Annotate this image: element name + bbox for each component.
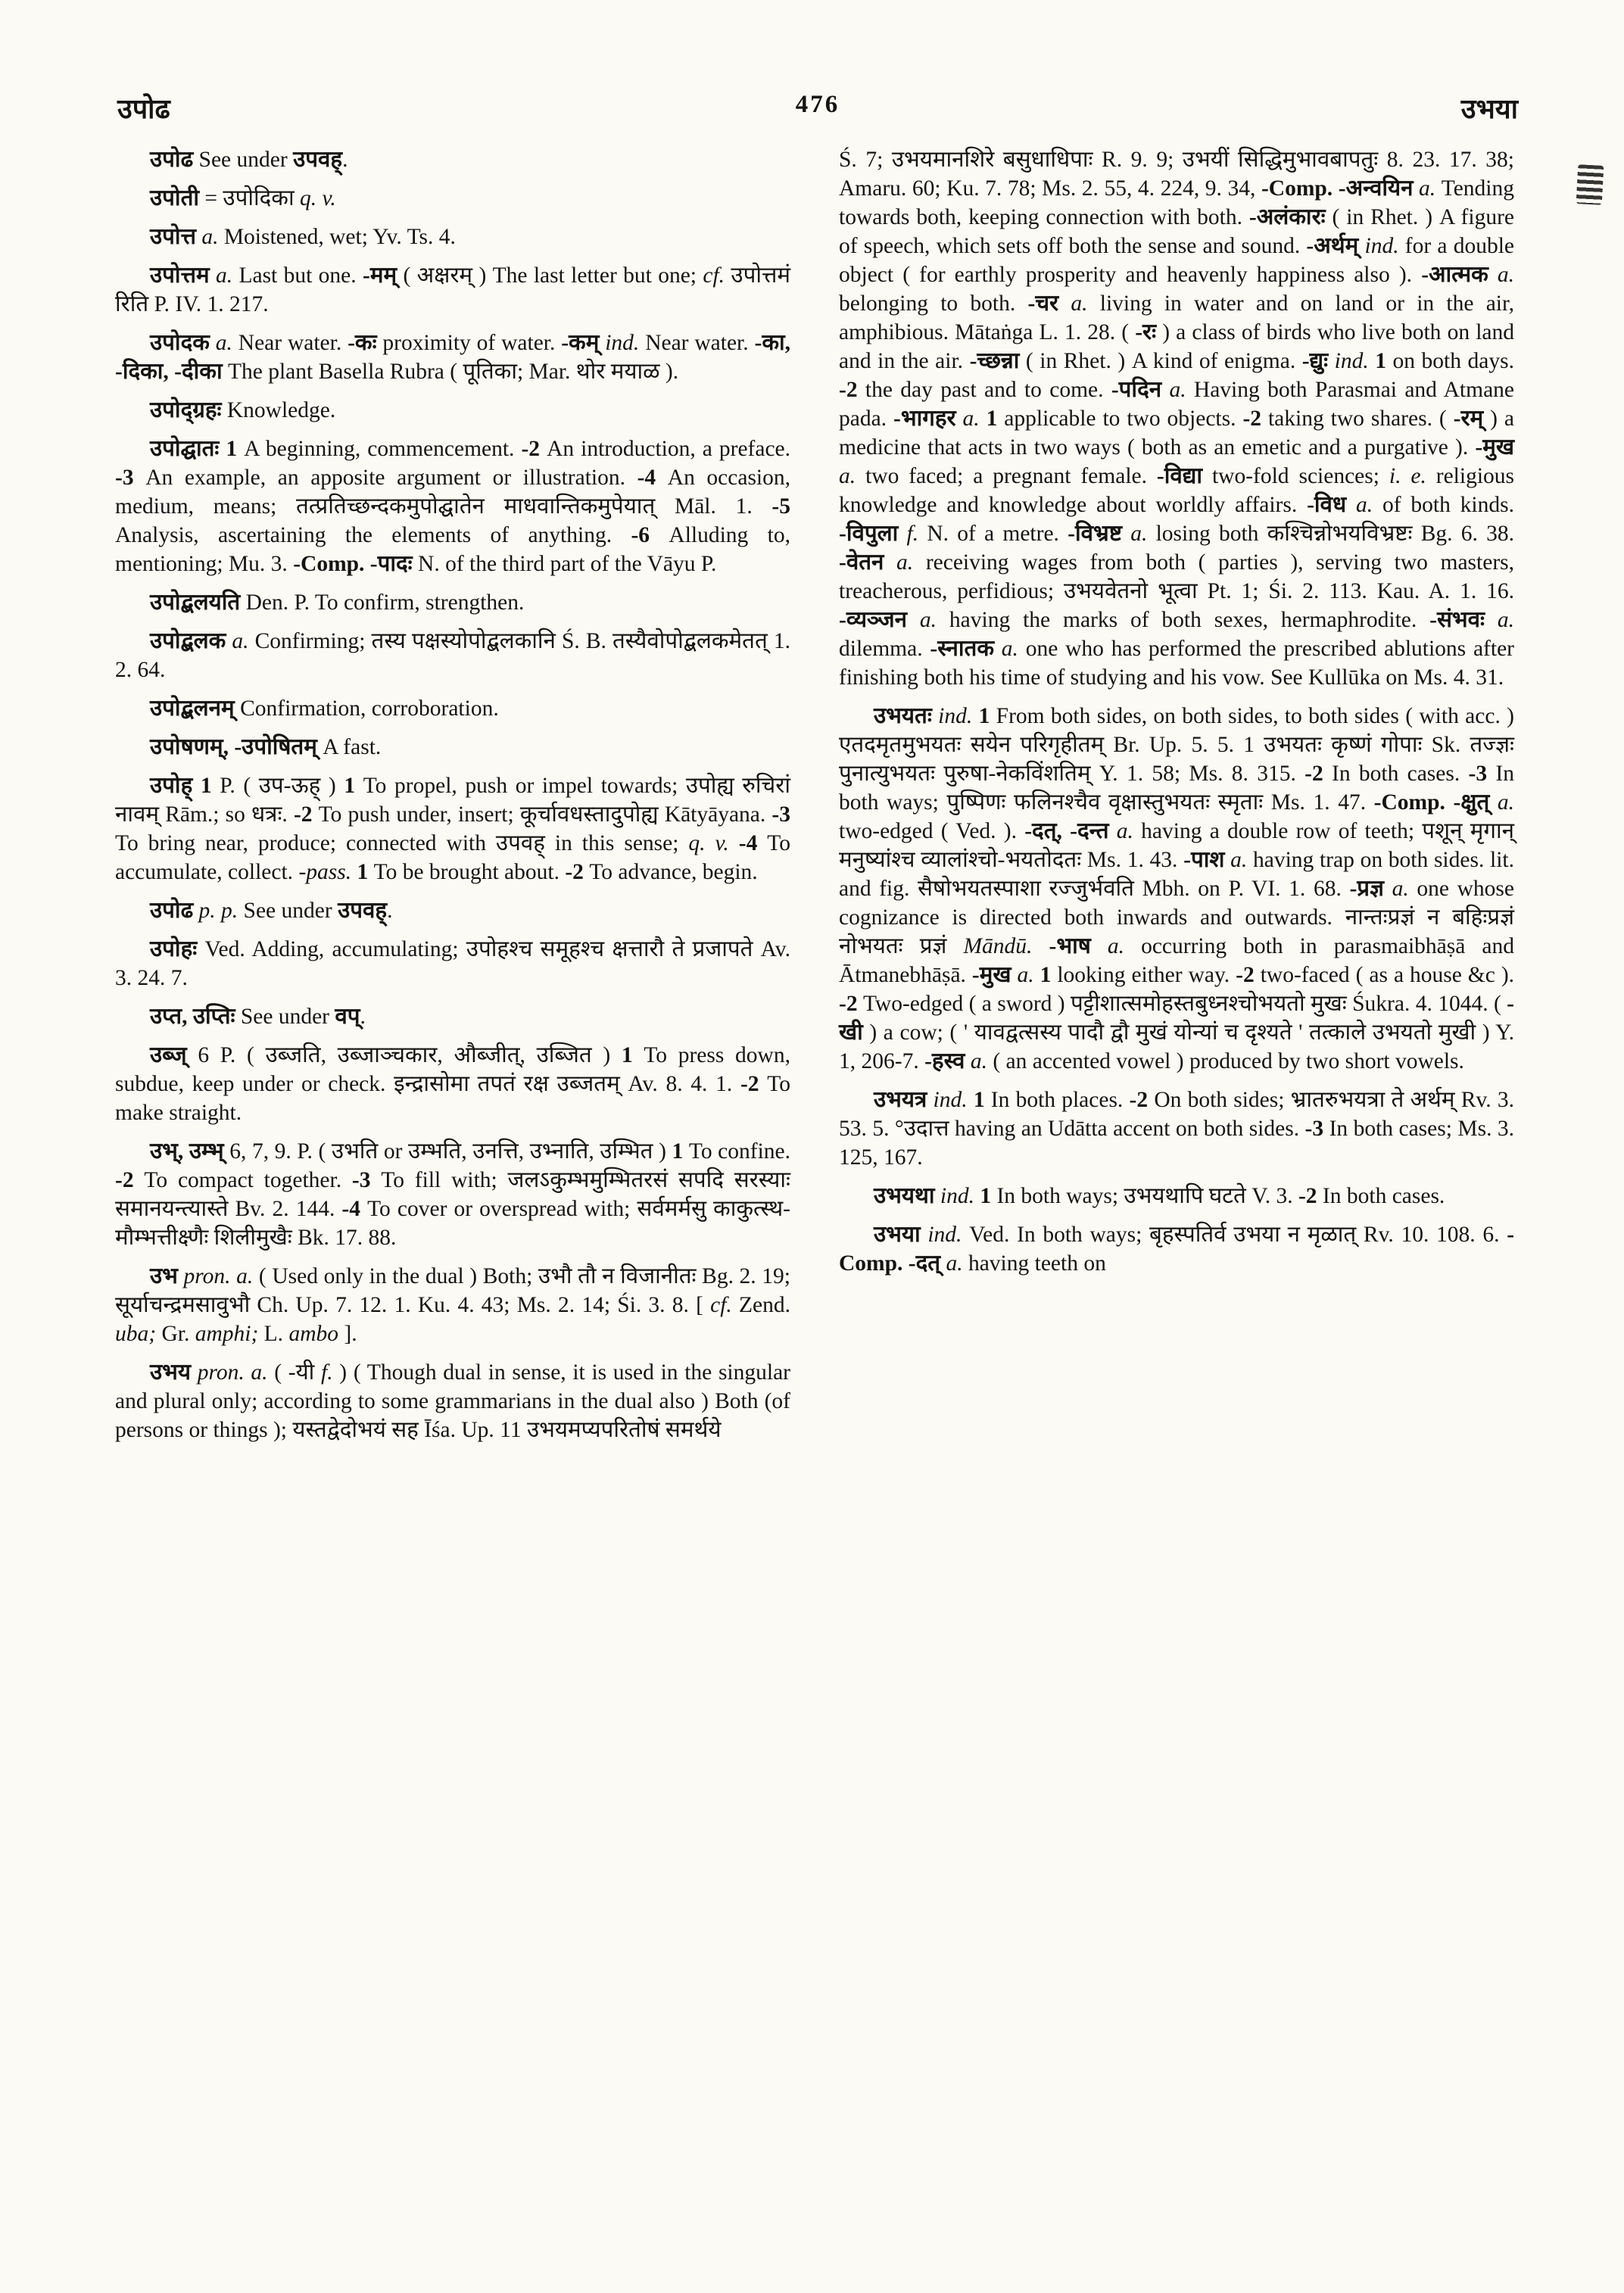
right-column xyxy=(839,145,1514,1454)
dictionary-entry: उपोद्बलनम् Confirmation, corroboration. xyxy=(150,696,499,721)
running-head xyxy=(117,89,1518,127)
running-head-right-keyword: उभया xyxy=(1460,94,1518,124)
dictionary-entry: उपोती = उपोदिका q. v. xyxy=(150,186,336,210)
text-columns xyxy=(115,145,1514,1454)
dictionary-entry: उपोद्बलयति Den. P. To confirm, strengthen. xyxy=(150,590,525,615)
dictionary-entry: उपोदक a. Near water. -कः proximity of water. -कम् ind. Near water. -का, -दिका, -दीका The plant Basella Rubra ( पूतिका; Mar. थोर मयाळ ). xyxy=(115,331,791,384)
dictionary-entry: उपोह् 1 P. ( उप-ऊह् ) 1 To propel, push or impel towards; उपोह्य रुचिरां नावम् Rām.; so धत्रः. -2 To push under, insert; कूर्चावधस्तादुपोह्य Kātyāyana. -3 To bring near, produce; connected with उपवह् in this sense; q. v. -4 To accumulate, collect. -pass. 1 To be brought about. -2 To advance, begin. xyxy=(115,774,791,884)
left-column xyxy=(115,145,790,1454)
dictionary-entry: Ś. 7; उभयमानशिरे बसुधाधिपाः R. 9. 9; उभयीं सिद्धिमुभावबापतुः 8. 23. 17. 38; Amaru. 60; Ku. 7. 78; Ms. 2. 55, 4. 224, 9. 34, -Comp. -अन्वयिन a. Tending towards both, keeping connection with both. -अलंकारः ( in Rhet. ) A figure of speech, which sets off both the sense and sound. -अर्थम् ind. for a double object ( for earthly prosperity and heavenly happiness also ). -आत्मक a. belonging to both. -चर a. living in water and on land or in the air, amphibious. Mātaṅga L. 1. 28. ( -रः ) a class of birds who live both on land and in the air. -च्छन्ना ( in Rhet. ) A kind of enigma. -द्युः ind. 1 on both days. -2 the day past and to come. -पदिन a. Having both Parasmai and Atmane pada. -भागहर a. 1 applicable to two objects. -2 taking two shares. ( -रम् ) a medicine that acts in two ways ( both as an emetic and a purgative ). -मुख a. two faced; a pregnant female. -विद्या two-fold sciences; i. e. religious knowledge and knowledge about worldly affairs. -विध a. of both kinds. -विपुला f. N. of a metre. -विभ्रष्ट a. losing both कश्चिन्नोभयविभ्रष्टः Bg. 6. 38. -वेतन a. receiving wages from both ( parties ), serving two masters, treacherous, perfidious; उभयवेतनो भूत्वा Pt. 1; Śi. 2. 113. Kau. A. 1. 16. -व्यञ्जन a. having the marks of both sexes, hermaphrodite. -संभवः a. dilemma. -स्नातक a. one who has performed the prescribed ablutions after finishing both his time of studying and his vow. See Kullūka on Ms. 4. 31. xyxy=(839,148,1515,690)
dictionary-entry: उपोद्घातः 1 A beginning, commencement. -2 An introduction, a preface. -3 An example, an apposite argument or illustration. -4 An occasion, medium, means; तत्प्रतिच्छन्दकमुपोद्घातेन माधवान्तिकमुपेयात् Māl. 1. -5 Analysis, ascertaining the elements of anything. -6 Alluding to, mentioning; Mu. 3. -Comp. -पादः N. of the third part of the Vāyu P. xyxy=(115,437,791,576)
dictionary-entry: उभया ind. Ved. In both ways; बृहस्पतिर्व उभया न मृळात् Rv. 10. 108. 6. -Comp. -दत् a. having teeth on xyxy=(839,1223,1515,1276)
dictionary-entry: उभयतः ind. 1 From both sides, on both sides, to both sides ( with acc. ) एतदमृतमुभयतः सयेन परिगृहीतम् Br. Up. 5. 5. 1 उभयतः कृष्णं गोपाः Sk. तज्ज्ञः पुनात्युभयतः पुरुषा-नेकविंशतिम् Y. 1. 58; Ms. 8. 315. -2 In both cases. -3 In both ways; पुष्पिणः फलिनश्चैव वृक्षास्तुभयतः स्मृताः Ms. 1. 47. -Comp. -क्षुत् a. two-edged ( Ved. ). -दत्, -दन्त a. having a double row of teeth; पशून् मृगान् मनुष्यांश्च व्यालांश्चो-भयतोदतः Ms. 1. 43. -पाश a. having trap on both sides. lit. and fig. सैषोभयतस्पाशा रज्जुर्भवति Mbh. on P. VI. 1. 68. -प्रज्ञ a. one whose cognizance is directed both inwards and outwards. नान्तःप्रज्ञं न बहिःप्रज्ञं नोभयतः प्रज्ञं Māndū. -भाष a. occurring both in parasmaibhāṣā and Ātmanebhāṣā. -मुख a. 1 looking either way. -2 two-faced ( as a house &c ). -2 Two-edged ( a sword ) पट्टीशात्समोहस्तबुध्नश्चोभयतो मुखः Śukra. 4. 1044. ( -खी ) a cow; ( ' यावद्वत्सस्य पादौ द्वौ मुखं योन्यां च दृश्यते ' तत्काले उभयतो मुखी ) Y. 1, 206-7. -हस्व a. ( an accented vowel ) produced by two short vowels. xyxy=(839,704,1515,1073)
dictionary-entry: उब्ज् 6 P. ( उब्जति, उब्जाञ्चकार, औब्जीत्, उब्जित ) 1 To press down, subdue, keep under or check. इन्द्रासोमा तपतं रक्ष उब्जतम् Av. 8. 4. 1. -2 To make straight. xyxy=(115,1043,790,1125)
dictionary-entry: उपोढ p. p. See under उपवह्. xyxy=(150,899,393,923)
ink-smudge-artifact xyxy=(1576,164,1604,205)
dictionary-entry: उपोषणम्, -उपोषितम् A fast. xyxy=(150,735,382,759)
dictionary-entry: उप्त, उप्तिः See under वप्. xyxy=(150,1005,366,1029)
dictionary-entry: उपोत्त a. Moistened, wet; Yv. Ts. 4. xyxy=(150,225,456,249)
running-head-left-keyword: उपोढ xyxy=(117,94,170,124)
dictionary-entry: उभ्, उम्भ् 6, 7, 9. P. ( उभति or उम्भति, उनत्ति, उभ्नाति, उम्भित ) 1 To confine. -2 To compact together. -3 To fill with; जलऽकुम्भमुम्भितरसं सपदि सरस्याः समानयन्त्यास्ते Bv. 2. 144. -4 To cover or overspread with; सर्वमर्मसु काकुत्स्थ-मौम्भत्तीक्ष्णैः शिलीमुखैः Bk. 17. 88. xyxy=(115,1139,790,1250)
page-number: 476 xyxy=(795,91,840,118)
dictionary-entry: उभयथा ind. 1 In both ways; उभयथापि घटते V. 3. -2 In both cases. xyxy=(874,1184,1445,1208)
dictionary-entry: उपोढ See under उपवह्. xyxy=(150,148,348,172)
dictionary-entry: उभ pron. a. ( Used only in the dual ) Both; उभौ तौ न विजानीतः Bg. 2. 19; सूर्याचन्द्रमसावुभौ Ch. Up. 7. 12. 1. Ku. 4. 43; Ms. 2. 14; Śi. 3. 8. [ cf. Zend. uba; Gr. amphi; L. ambo ]. xyxy=(115,1264,790,1346)
dictionary-entry: उभय pron. a. ( -यी f. ) ( Though dual in sense, it is used in the singular and plural only; according to some grammarians in the dual also ) Both (of persons or things ); यस्तद्वेदोभयं सह Īśa. Up. 11 उभयमप्यपरितोषं समर्थये xyxy=(115,1360,790,1442)
dictionary-entry: उपोत्तम a. Last but one. -मम् ( अक्षरम् ) The last letter but one; cf. उपोत्तमं रिति P. IV. 1. 217. xyxy=(115,263,790,316)
dictionary-entry: उपोद्ग्रहः Knowledge. xyxy=(150,398,336,422)
dictionary-entry: उपोद्बलक a. Confirming; तस्य पक्षस्योपोद्बलकानि Ś. B. तस्यैवोपोद्बलकमेतत् 1. 2. 64. xyxy=(115,629,791,682)
dictionary-entry: उपोहः Ved. Adding, accumulating; उपोहश्च समूहश्च क्षत्तारौ ते प्रजापते Av. 3. 24. 7. xyxy=(115,937,790,990)
dictionary-entry: उभयत्र ind. 1 In both places. -2 On both sides; भ्रातरुभयत्रा ते अर्थम् Rv. 3. 53. 5. °उदात्त having an Udātta accent on both sides. -3 In both cases; Ms. 3. 125, 167. xyxy=(839,1088,1515,1170)
